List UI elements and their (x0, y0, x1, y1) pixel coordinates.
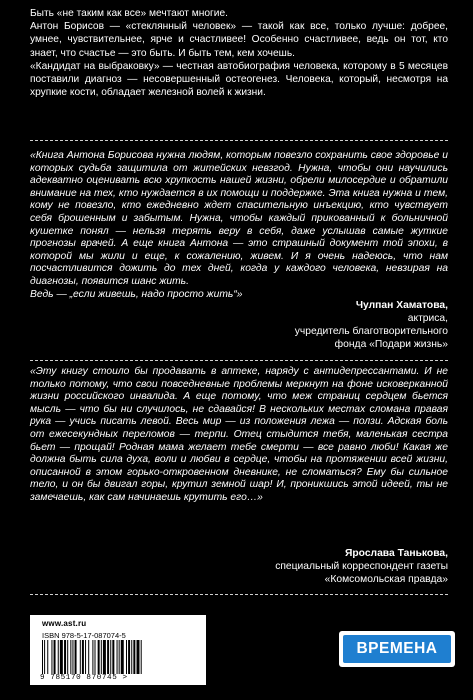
annotation-paragraph-3: «Кандидат на выбраковку» — честная автобиография человека, которому в 5 месяцев поставили диагноз — несовершенный остеогенез. Человека, который, несмотря на хрупкие кости, обладает железной волей к жизни. (30, 60, 448, 99)
review-signature-2 (118, 547, 448, 586)
annotation-paragraph-1: Быть «не таким как все» мечтают многие. (30, 8, 228, 19)
reviewer-1-title-line-1: актриса, (407, 313, 448, 324)
annotation-paragraph-2: Антон Борисов — «стеклянный человек» — такой как все, только лучше: добрее, умнее, чувствительнее, ярче и счастливее! Особенно счастливее, ведь он тот, кто знает, что счастье — это быть. И быть тем, кем хочешь. (30, 21, 448, 59)
barcode-panel (30, 615, 206, 685)
divider-bottom (30, 594, 448, 595)
divider-middle (30, 360, 448, 361)
review-quote-2 (30, 366, 448, 505)
reviewer-2-title-line-1: специальный корреспондент газеты (275, 561, 448, 572)
review-signature-1 (118, 299, 448, 351)
reviewer-2-name: Ярослава Танькова, (344, 548, 448, 559)
barcode-image (42, 640, 192, 674)
annotation-block (30, 7, 448, 99)
reviewer-2-title-line-2: «Комсомольская правда» (324, 574, 448, 585)
review-quote-1-text: «Книга Антона Борисова нужна людям, которым повезло сохранить свое здоровье и которых судьба защитила от житейских невзгод. Нужна, чтобы они научились адекватно оценивать всю хрупкость нашей жизни, обрели милосердие и обратили внимание на тех, кто нуждается в их помощи и поддержке. Эта книга нужна и тем, кому не повезло, кто ежедневно ждет спасительную инъекцию, кто чувствует себя брошенным и забытым. Нужна, чтобы каждый прикованный к больничной кушетке понял — нельзя терять веру в себя, даже услышав самые жуткие прогнозы врачей. А еще книга Антона — это страшный документ той эпохи, в которой мы жили и еще, к сожалению, живем. И я очень надеюсь, что нам посчастливится дожить до тех дней, когда у каждого человека, невзирая на диагнозы, появится шанс жить. (30, 150, 448, 287)
review-quote-2-text: «Эту книгу стоило бы продавать в аптеке, наряду с антидепрессантами. И не только потому, что свои повседневные проблемы меркнут на фоне исковерканной жизни российского инвалида. А еще потому, что меж страниц сердцем бьется мысль — что бы ни случилось, не сдавайся! В нескольких местах сломана правая рука — учись писать левой. Весь мир — из положения лежа — ползи. Адская боль от ежесекундных переломов — терпи. Отец стыдится тебя, маленькая сестра бьет — прощай! Родная мама желает тебе смерти — все равно люби! Какая же должна быть сила духа, воли и любви в сердце, чтобы на протяжении всей жизни, описанной в этом горько-откровенном дневнике, не сломаться? Ему бы сильное тело, и он бы двигал горы, крутил земной шар! И, проникшись этой идеей, ты не замечаешь, как сам начинаешь крутить его…» (30, 366, 448, 503)
barcode-digits: 9 785170 870745 > (40, 674, 128, 682)
reviewer-1-title-line-2: учредитель благотворительного (294, 326, 448, 337)
publisher-logo-text: ВРЕМЕНА (343, 635, 451, 663)
reviewer-1-name: Чулпан Хаматова, (355, 300, 448, 311)
review-quote-1-last-line: Ведь — „если живешь, надо просто жить“» (30, 288, 243, 300)
publisher-logo (339, 631, 455, 667)
isbn-label: ISBN 978-5-17-087074-5 (42, 631, 126, 640)
reviewer-1-title-line-3: фонда «Подари жизнь» (334, 339, 448, 350)
review-quote-1 (30, 150, 448, 301)
publisher-url: www.ast.ru (42, 619, 87, 628)
divider-top (30, 140, 448, 141)
